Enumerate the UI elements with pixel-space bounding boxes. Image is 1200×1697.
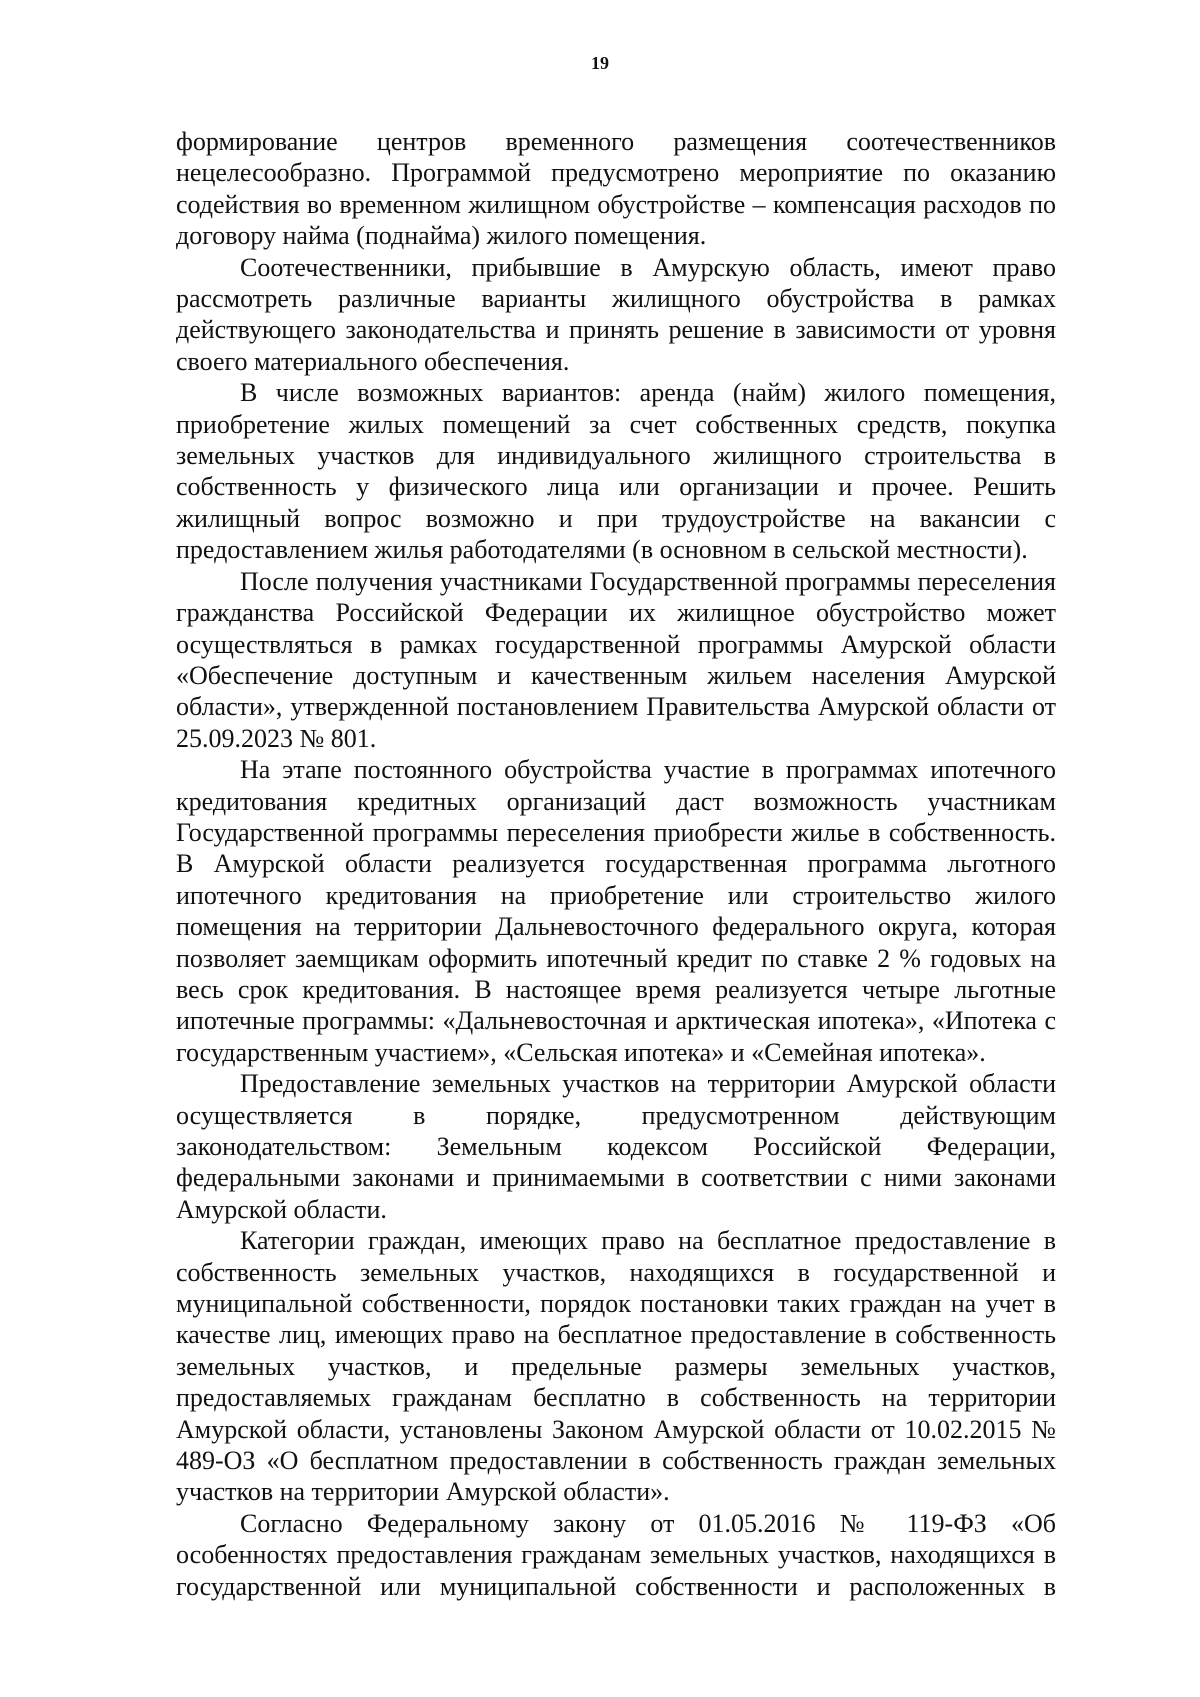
paragraph-8: Согласно Федеральному закону от 01.05.2016 № 119-ФЗ «Об особенностях предоставления гражданам земельных участков, находящихся в государственной или муниципальной собственности и расположенных в — [176, 1508, 1056, 1601]
paragraph-7: Категории граждан, имеющих право на бесплатное предоставление в собственность земельных участков, находящихся в государственной и муниципальной собственности, порядок постановки таких граждан на учет в качестве лиц, имеющих право на бесплатное предоставление в собственность земельных участков, и предельные размеры земельных участков, предоставляемых гражданам бесплатно в собственность на территории Амурской области, установлены Законом Амурской области от 10.02.2015 № 489-ОЗ «О бесплатном предоставлении в собственность граждан земельных участков на территории Амурской области». — [176, 1226, 1056, 1507]
paragraph-5: На этапе постоянного обустройства участие в программах ипотечного кредитования кредитных организаций даст возможность участникам Государственной программы переселения приобрести жилье в собственность. В Амурской области реализуется государственная программа льготного ипотечного кредитования на приобретение или строительство жилого помещения на территории Дальневосточного федерального округа, которая позволяет заемщикам оформить ипотечный кредит по ставке 2 % годовых на весь срок кредитования. В настоящее время реализуется четыре льготные ипотечные программы: «Дальневосточная и арктическая ипотека», «Ипотека с государственным участием», «Сельская ипотека» и «Семейная ипотека». — [176, 755, 1056, 1067]
paragraph-6: Предоставление земельных участков на территории Амурской области осуществляется в порядке, предусмотренном действующим законодательством: Земельным кодексом Российской Федерации, федеральными законами и принимаемыми в соответствии с ними законами Амурской области. — [176, 1069, 1056, 1224]
paragraph-2: Соотечественники, прибывшие в Амурскую область, имеют право рассмотреть различные варианты жилищного обустройства в рамках действующего законодательства и принять решение в зависимости от уровня своего материального обеспечения. — [176, 252, 1056, 376]
paragraph-4: После получения участниками Государственной программы переселения гражданства Российской Федерации их жилищное обустройство может осуществляться в рамках государственной программы Амурской области «Обеспечение доступным и качественным жильем населения Амурской области», утвержденной постановлением Правительства Амурской области от 25.09.2023 № 801. — [176, 566, 1056, 753]
paragraph-1: формирование центров временного размещения соотечественников нецелесообразно. Программой предусмотрено мероприятие по оказанию содействия во временном жилищном обустройстве – компенсация расходов по договору найма (поднайма) жилого помещения. — [176, 127, 1056, 251]
body-text — [176, 126, 1056, 1602]
paragraph-3: В числе возможных вариантов: аренда (найм) жилого помещения, приобретение жилых помещений за счет собственных средств, покупка земельных участков для индивидуального жилищного строительства в собственность у физического лица или организации и прочее. Решить жилищный вопрос возможно и при трудоустройстве на вакансии с предоставлением жилья работодателями (в основном в сельской местности). — [176, 378, 1056, 565]
page-number: 19 — [591, 53, 609, 73]
